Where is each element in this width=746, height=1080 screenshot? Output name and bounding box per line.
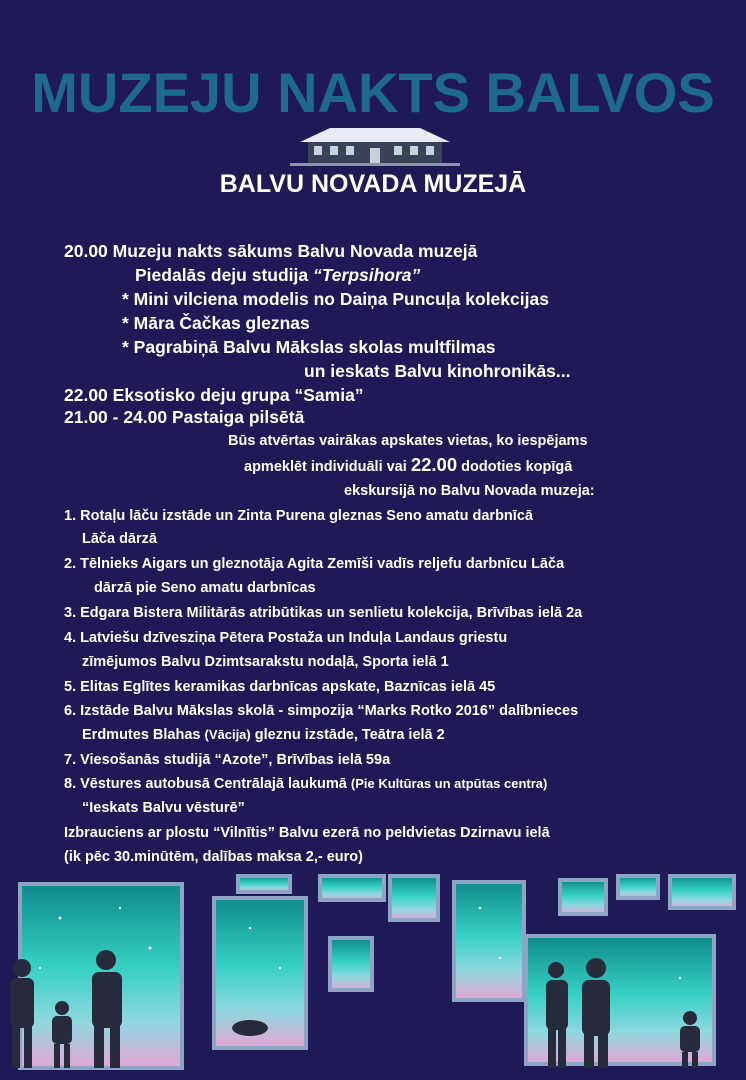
list-item: 7. Viesošanās studijā “Azote”, Brīvības ielā 59a bbox=[64, 752, 391, 768]
list-item: 2. Tēlnieks Aigars un gleznotāja Agita Zemīši vadīs reljefu darbnīcu Lāča bbox=[64, 556, 565, 572]
program-line: Būs atvērtas vairākas apskates vietas, ko iespējams bbox=[228, 433, 588, 449]
list-item: 5. Elitas Eglītes keramikas darbnīcas apskate, Baznīcas ielā 45 bbox=[64, 679, 496, 695]
program-text: apmeklēt individuāli vai bbox=[244, 459, 411, 475]
studio-name: “Terpsihora” bbox=[312, 265, 421, 285]
program-text: Piedalās deju studija bbox=[135, 265, 313, 285]
list-text: Erdmutes Blahas bbox=[82, 727, 205, 743]
list-item: 3. Edgara Bistera Militārās atribūtikas un senlietu kolekcija, Brīvības ielā 2a bbox=[64, 605, 583, 621]
extra-line: Izbrauciens ar plostu “Vilnītis” Balvu ezerā no peldvietas Dzirnavu ielā bbox=[64, 825, 550, 841]
extra-line: (ik pēc 30.minūtēm, dalības maksa 2,- euro) bbox=[64, 849, 363, 865]
museum-building-image bbox=[290, 124, 460, 166]
list-item bbox=[64, 773, 547, 795]
museum-windows-illustration bbox=[0, 868, 746, 1080]
program-line: un ieskats Balvu kinohronikās... bbox=[304, 361, 571, 381]
program-line: 21.00 - 24.00 Pastaiga pilsētā bbox=[64, 407, 305, 427]
list-item: 1. Rotaļu lāču izstāde un Zinta Purena gleznas Seno amatu darbnīcā bbox=[64, 508, 533, 524]
page-subtitle: BALVU NOVADA MUZEJĀ bbox=[219, 170, 527, 198]
list-item-continued: “Ieskats Balvu vēsturē” bbox=[82, 800, 245, 816]
program-line bbox=[244, 454, 572, 478]
list-text: (Vācija) bbox=[204, 727, 251, 742]
list-item: 4. Latviešu dzīvesziņa Pētera Postaža un Induļa Landaus griestu bbox=[64, 630, 508, 646]
time-highlight: 22.00 bbox=[410, 454, 458, 475]
list-item: 6. Izstāde Balvu Mākslas skolā - simpozija “Marks Rotko 2016” dalībnieces bbox=[64, 703, 579, 719]
list-item-continued bbox=[82, 724, 445, 746]
program-line: * Mini vilciena modelis no Daiņa Puncuļa kolekcijas bbox=[122, 289, 549, 309]
list-text: 8. Vēstures autobusā Centrālajā laukumā bbox=[64, 776, 351, 792]
program-line bbox=[135, 264, 420, 286]
list-item-continued: zīmējumos Balvu Dzimtsarakstu nodaļā, Sporta ielā 1 bbox=[82, 654, 449, 670]
program-line: 20.00 Muzeju nakts sākums Balvu Novada muzejā bbox=[64, 241, 478, 261]
list-item-continued: dārzā pie Seno amatu darbnīcas bbox=[94, 580, 316, 596]
list-text: gleznu izstāde, Teātra ielā 2 bbox=[250, 727, 445, 743]
program-line: * Pagrabiņā Balvu Mākslas skolas multfilmas bbox=[122, 337, 496, 357]
program-text: dodoties kopīgā bbox=[457, 459, 573, 475]
program-line: * Māra Čačkas gleznas bbox=[122, 313, 310, 333]
program-line: ekskursijā no Balvu Novada muzeja: bbox=[344, 483, 595, 499]
list-text: (Pie Kultūras un atpūtas centra) bbox=[350, 776, 548, 791]
list-item-continued: Lāča dārzā bbox=[82, 531, 157, 547]
program-line: 22.00 Eksotisko deju grupa “Samia” bbox=[64, 385, 364, 405]
page-title: MUZEJU NAKTS BALVOS bbox=[31, 61, 715, 124]
